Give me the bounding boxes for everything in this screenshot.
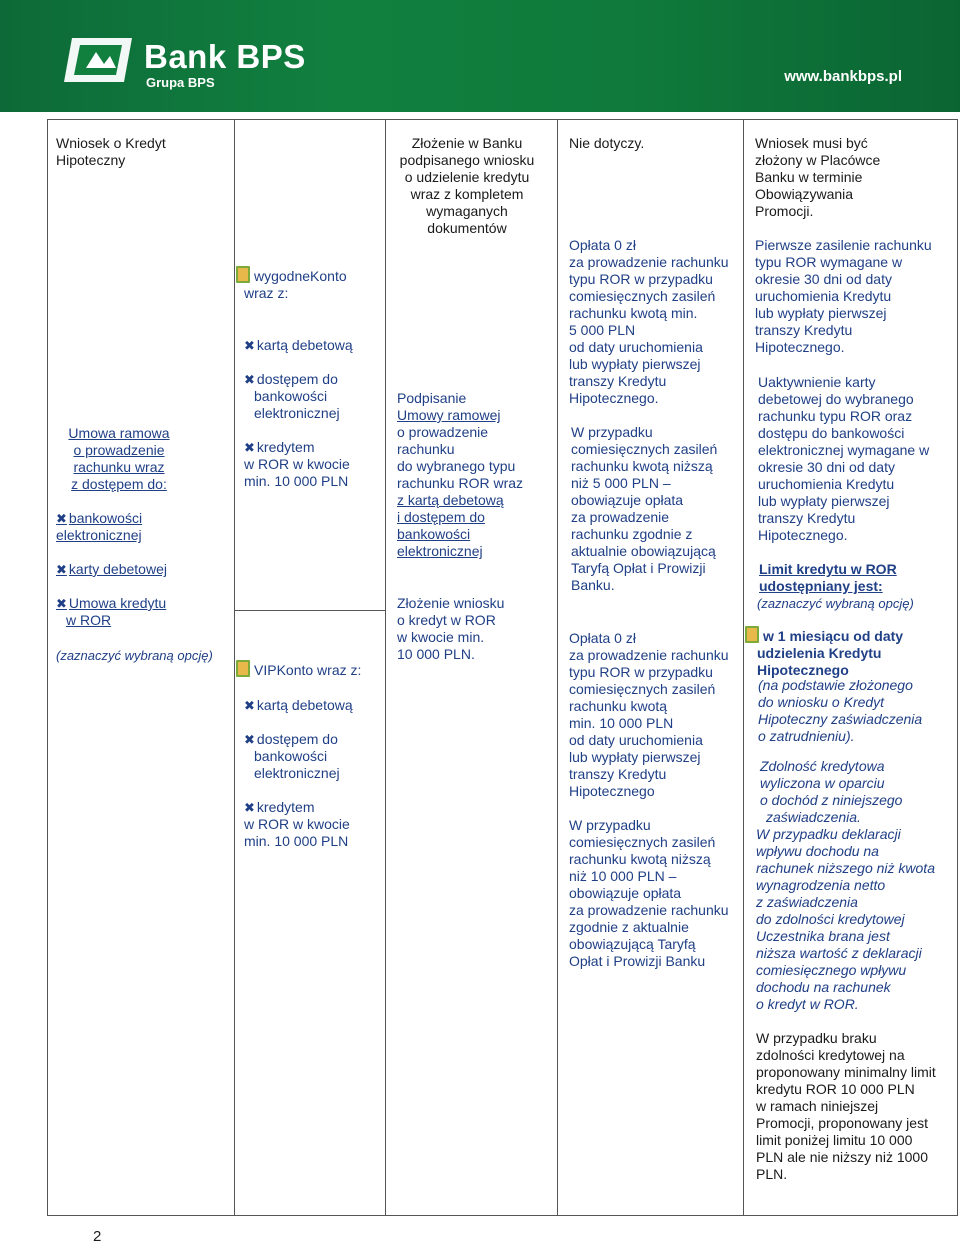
umowa-ramowa: Umowa ramowa o prowadzenie rachunku wraz z dostępem do: (68, 425, 170, 492)
col3-step3: Złożenie wniosku o kredyt w ROR w kwocie min. 10 000 PLN. (397, 595, 505, 662)
page-number: 2 (93, 1228, 102, 1245)
col5-zaswiadczenie: (na podstawie złożonego do wniosku o Kredyt Hipoteczny zaświadczenia o zatrudnieniu). (758, 677, 923, 744)
col5-zdolnosc: Zdolność kredytowa wyliczona w oparciu o dochód z niniejszego zaświadczenia. W przypadku deklaracji wpływu dochodu na rachunek niższego niż kwota wynagrodzenia netto z zaświadczenia do zdolności kredytowej Uczestnika brana jest niższa wartość z deklaracji comiesięcznego wpływu dochodu na rachunek o kredyt w ROR. (756, 758, 935, 1012)
feature-karta-2: ✖ kartą debetową (244, 697, 353, 713)
checkbox-vip[interactable] (236, 660, 250, 677)
col5-wniosek: Wniosek musi być złożony w Placówce Banku w terminie Obowiązywania Promocji. (755, 135, 881, 219)
row-divider (234, 610, 385, 611)
option-karty: ✖ karty debetowej (56, 561, 167, 577)
col3-step2: Podpisanie Umowy ramowej o prowadzenie rachunku do wybranego typu rachunku ROR wraz z kartą debetową i dostępem do bankowości elektronicznej (397, 390, 524, 559)
cross-icon: ✖ (244, 732, 255, 747)
col1-title: Wniosek o Kredyt Hipoteczny (56, 135, 166, 168)
col4-nie-dotyczy: Nie dotyczy. (569, 135, 645, 151)
cross-icon: ✖ (56, 596, 67, 611)
bank-header-banner (0, 0, 960, 112)
col4-przypadek-2: W przypadku comiesięcznych zasileń rachunku kwotą niższą niż 10 000 PLN – obowiązuje opłata za prowadzenie rachunku zgodnie z aktualnie obowiązującą Taryfą Opłat i Prowizji Banku (569, 817, 729, 969)
col5-brak-zdolnosci: W przypadku braku zdolności kredytowej na proponowany minimalny limit kredytu ROR 10 000 PLN w ramach niniejszej Promocji, proponowany jest limit poniżej limitu 10 000 PLN ale nie niższy niż 1000 PLN. (756, 1030, 936, 1182)
konto-wygodne: wygodneKonto wraz z: (236, 266, 347, 302)
col3-step1: Złożenie w Banku podpisanego wniosku o udzielenie kredytu wraz z kompletem wymaganych dokumentów (399, 135, 535, 236)
column-divider (557, 120, 558, 1215)
cross-icon: ✖ (244, 698, 255, 713)
cross-icon: ✖ (56, 562, 67, 577)
cross-icon: ✖ (56, 511, 67, 526)
col5-option-1-miesiac: w 1 miesiącu od daty udzielenia Kredytu Hipotecznego (745, 626, 903, 679)
col4-oplata-1: Opłata 0 zł za prowadzenie rachunku typu ROR w przypadku comiesięcznych zasileń rachunku kwotą min. 5 000 PLN od daty uruchomienia lub wypłaty pierwszej transzy Kredytu Hipotecznego. (569, 237, 729, 406)
option-umowa-kredytu: ✖ Umowa kredytu w ROR (56, 595, 167, 628)
col5-zasilenie: Pierwsze zasilenie rachunku typu ROR wymagane w okresie 30 dni od daty uruchomienia Kredytu lub wypłaty pierwszej transzy Kredytu Hipotecznego. (755, 237, 932, 355)
website-url: www.bankbps.pl (784, 68, 902, 85)
feature-kredyt-1: ✖ kredytem w ROR w kwocie min. 10 000 PLN (244, 439, 350, 489)
cross-icon: ✖ (244, 800, 255, 815)
column-divider (234, 120, 235, 1215)
feature-karta-1: ✖ kartą debetową (244, 337, 353, 353)
cross-icon: ✖ (244, 440, 255, 455)
cross-icon: ✖ (244, 338, 255, 353)
checkbox-wygodne[interactable] (236, 266, 250, 283)
bank-bps-logo-icon (62, 34, 134, 86)
option-bankowosci: ✖ bankowości elektronicznej (56, 510, 143, 543)
col4-oplata-2: Opłata 0 zł za prowadzenie rachunku typu ROR w przypadku comiesięcznych zasileń rachunku kwotą min. 10 000 PLN od daty uruchomienia lub wypłaty pierwszej transzy Kredytu Hipotecznego (569, 630, 729, 799)
col5-limit-note: (zaznaczyć wybraną opcję) (757, 596, 914, 611)
column-divider (385, 120, 386, 1215)
col5-limit-heading: Limit kredytu w ROR udostępniany jest: (759, 561, 897, 594)
column-divider (743, 120, 744, 1215)
col1-note: (zaznaczyć wybraną opcję) (56, 648, 213, 663)
col4-przypadek-1: W przypadku comiesięcznych zasileń rachunku kwotą niższą niż 5 000 PLN – obowiązuje opłata za prowadzenie rachunku zgodnie z aktualnie obowiązującą Taryfą Opłat i Prowizji Banku. (571, 424, 718, 593)
feature-dostep-1: ✖ dostępem do bankowości elektronicznej (244, 371, 340, 421)
feature-dostep-2: ✖ dostępem do bankowości elektronicznej (244, 731, 340, 781)
col5-aktywacja: Uaktywnienie karty debetowej do wybranego rachunku typu ROR oraz dostępu do bankowości elektronicznej wymagane w okresie 30 dni od daty uruchomienia Kredytu lub wypłaty pierwszej transzy Kredytu Hipotecznego. (758, 374, 930, 543)
cross-icon: ✖ (244, 372, 255, 387)
feature-kredyt-2: ✖ kredytem w ROR w kwocie min. 10 000 PLN (244, 799, 350, 849)
brand-subtitle: Grupa BPS (146, 75, 215, 90)
checkbox-1-miesiac[interactable] (745, 626, 759, 643)
brand-name: Bank BPS (144, 38, 306, 75)
konto-vip: VIPKonto wraz z: (236, 660, 361, 679)
